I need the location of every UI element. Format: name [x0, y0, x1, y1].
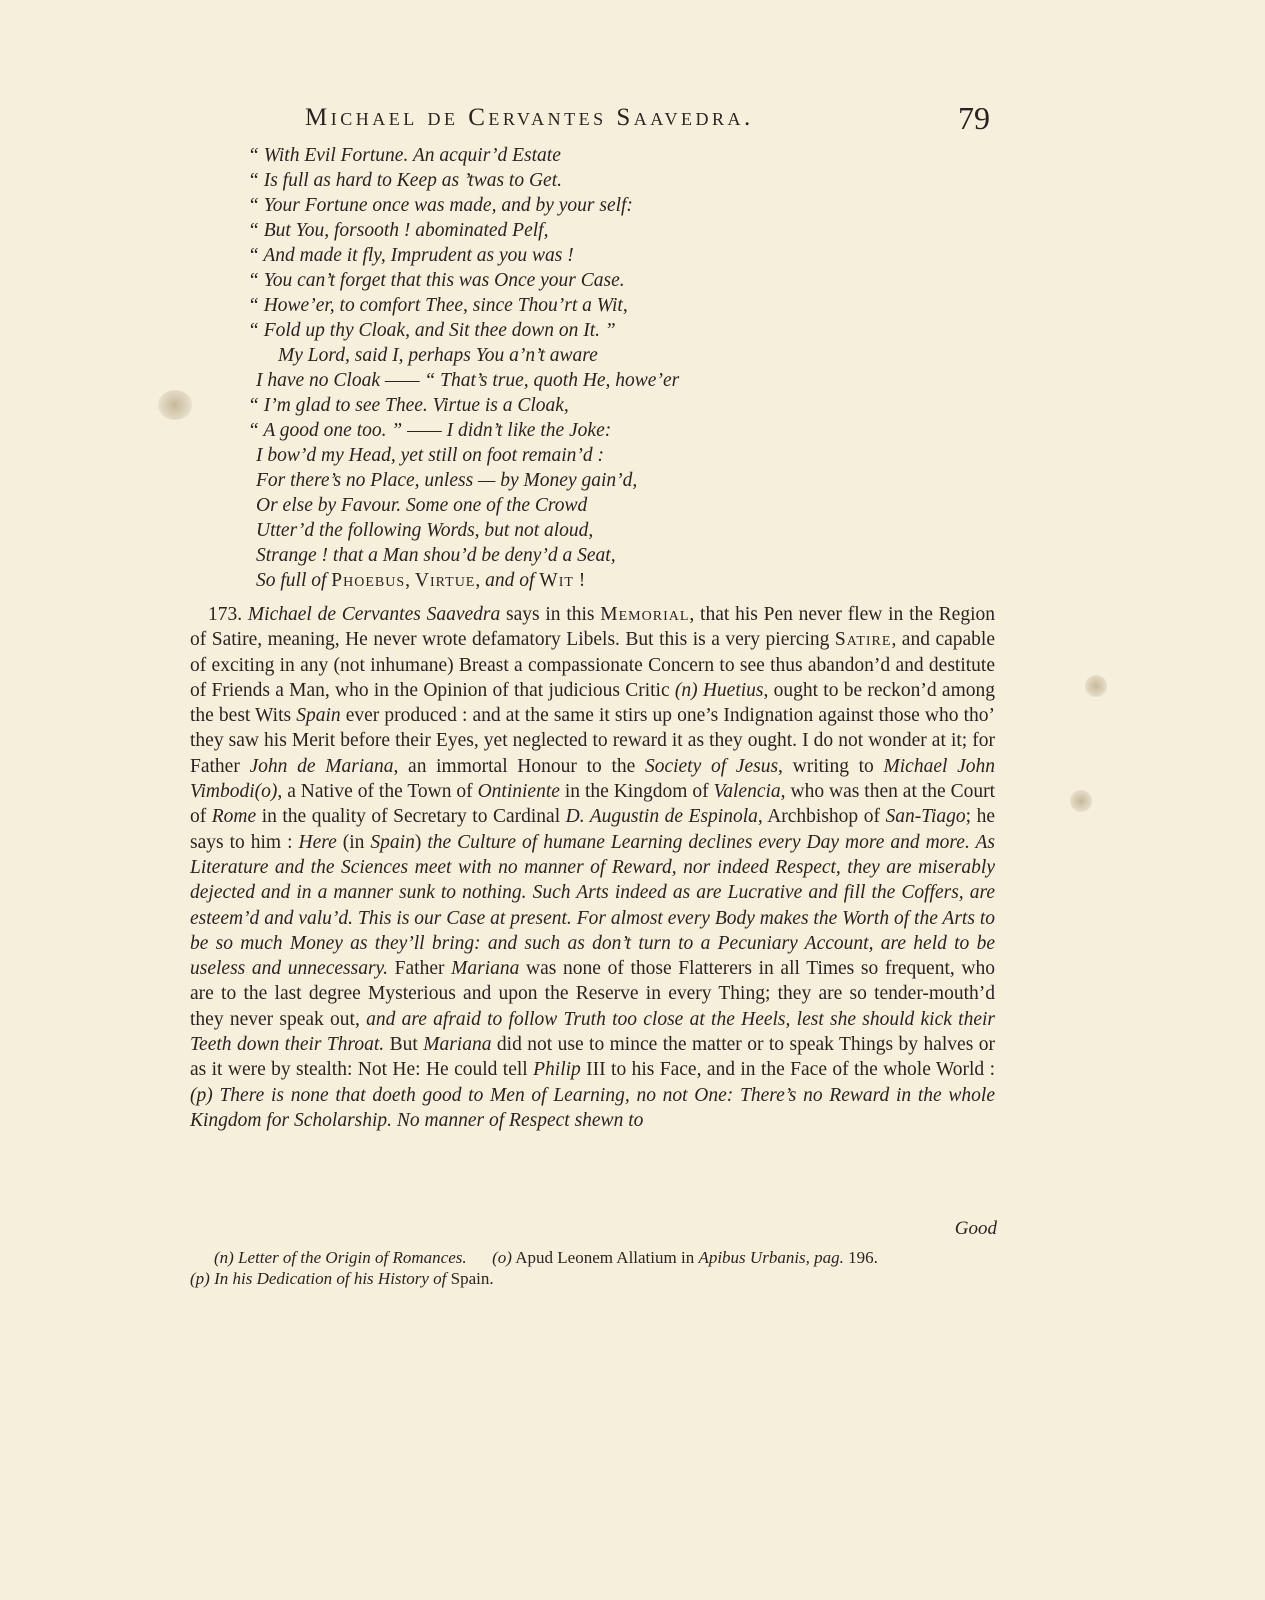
verse-line: “ A good one too. ” —— I didn’t like the Joke:	[248, 420, 612, 441]
verse-line: “ Fold up thy Cloak, and Sit thee down on It. ”	[248, 320, 616, 341]
verse-line: Or else by Favour. Some one of the Crowd	[256, 495, 588, 516]
verse-line: I bow’d my Head, yet still on foot remain’d :	[256, 445, 605, 466]
mariana-quote: (p) There is none that doeth good to Men of Learning, no not One: There’s no Reward in the whole Kingdom for Scholarship. No manner of Respect shewn to	[190, 1084, 995, 1131]
verse-line: “ I’m glad to see Thee. Virtue is a Cloak,	[248, 395, 569, 416]
verse-line: “ Is full as hard to Keep as ’twas to Get.	[248, 170, 562, 191]
running-head	[290, 100, 990, 140]
verse-line: “ And made it fly, Imprudent as you was !	[248, 245, 574, 266]
paragraph-number: 173.	[208, 604, 243, 625]
page-number: 79	[958, 100, 990, 136]
verse-line: “ Howe’er, to comfort Thee, since Thou’rt a Wit,	[248, 295, 628, 316]
footnote-ref-n: (n) Huetius	[674, 679, 764, 701]
foxing-spot	[1085, 675, 1107, 697]
verse-line: “ You can’t forget that this was Once your Case.	[248, 270, 625, 291]
verse-line: Utter’d the following Words, but not aloud,	[256, 520, 594, 541]
foxing-spot	[1070, 790, 1092, 812]
catchword: Good	[954, 1218, 997, 1239]
footnote-ref-o: (o)	[254, 781, 278, 803]
verse-line-last: So full of Phoebus, Virtue, and of Wit !	[256, 570, 586, 591]
verse-line: Strange ! that a Man shou’d be deny’d a Seat,	[256, 545, 616, 566]
footnote-n-o: (n) Letter of the Origin of Romances. (o) Apud Leonem Allatium in Apibus Urbanis, pag. 196.	[214, 1248, 878, 1267]
foxing-spot	[158, 390, 192, 420]
verse-line: “ But You, forsooth ! abominated Pelf,	[248, 220, 549, 241]
footnote-p: (p) In his Dedication of his History of Spain.	[190, 1269, 494, 1288]
verse-line: “ With Evil Fortune. An acquir’d Estate	[248, 145, 561, 166]
paragraph-173: 173. Michael de Cervantes Saavedra says in this Memorial, that his Pen never flew in the Region of Satire, meaning, He never wrote defamatory Libels. But this is a very piercing Satire, and capable of exciting in any (not inhumane) Breast a compassionate Concern to see thus abandon’d and destitute of Friends a Man, who in the Opinion of that judicious Critic (n) Huetius, ought to be reckon’d among the best Wits Spain ever produced : and at the same it stirs up one’s Indignation against those who tho’ they saw his Merit before their Eyes, yet neglected to reward it as they ought. I do not wonder at it; for Father John de Mariana, an immortal Honour to the Society of Jesus, writing to Michael John Vimbodi(o), a Native of the Town of Ontiniente in the Kingdom of Valencia, who was then at the Court of Rome in the quality of Secretary to Cardinal D. Augustin de Espinola, Archbishop of San-Tiago; he says to him : Here (in Spain) the Culture of humane Learning declines every Day more and more. As Literature and the Sciences meet with no manner of Reward, nor indeed Respect, they are miserably dejected and in a manner sunk to nothing. Such Arts indeed as are Lucrative and fill the Coffers, are esteem’d and valu’d. This is our Case at present. For almost every Body makes the Worth of the Arts to be so much Money as they’ll bring: and such as don’t turn to a Pecuniary Account, are held to be useless and unnecessary. Father Mariana was none of those Flatterers in all Times so frequent, who are to the last degree Mysterious and upon the Reserve in every Thing; they are so tender-mouth’d they never speak out, and are afraid to follow Truth too close at the Heels, lest she should kick their Teeth down their Throat. But Mariana did not use to mince the matter or to speak Things by halves or as it were by stealth: Not He: He could tell Philip III to his Face, and in the Face of the whole World : (p) There is none that doeth good to Men of Learning, no not One: There’s no Reward in the whole Kingdom for Scholarship. No manner of Respect shewn to	[190, 604, 995, 1131]
verse-line: I have no Cloak —— “ That’s true, quoth He, howe’er	[256, 370, 680, 391]
verse-line: For there’s no Place, unless — by Money gain’d,	[256, 470, 638, 491]
running-title: Michael de Cervantes Saavedra.	[305, 104, 754, 131]
verse-line: My Lord, said I, perhaps You a’n’t aware	[278, 345, 598, 366]
verse-line: “ Your Fortune once was made, and by your self:	[248, 195, 633, 216]
footnotes	[190, 1247, 1010, 1289]
